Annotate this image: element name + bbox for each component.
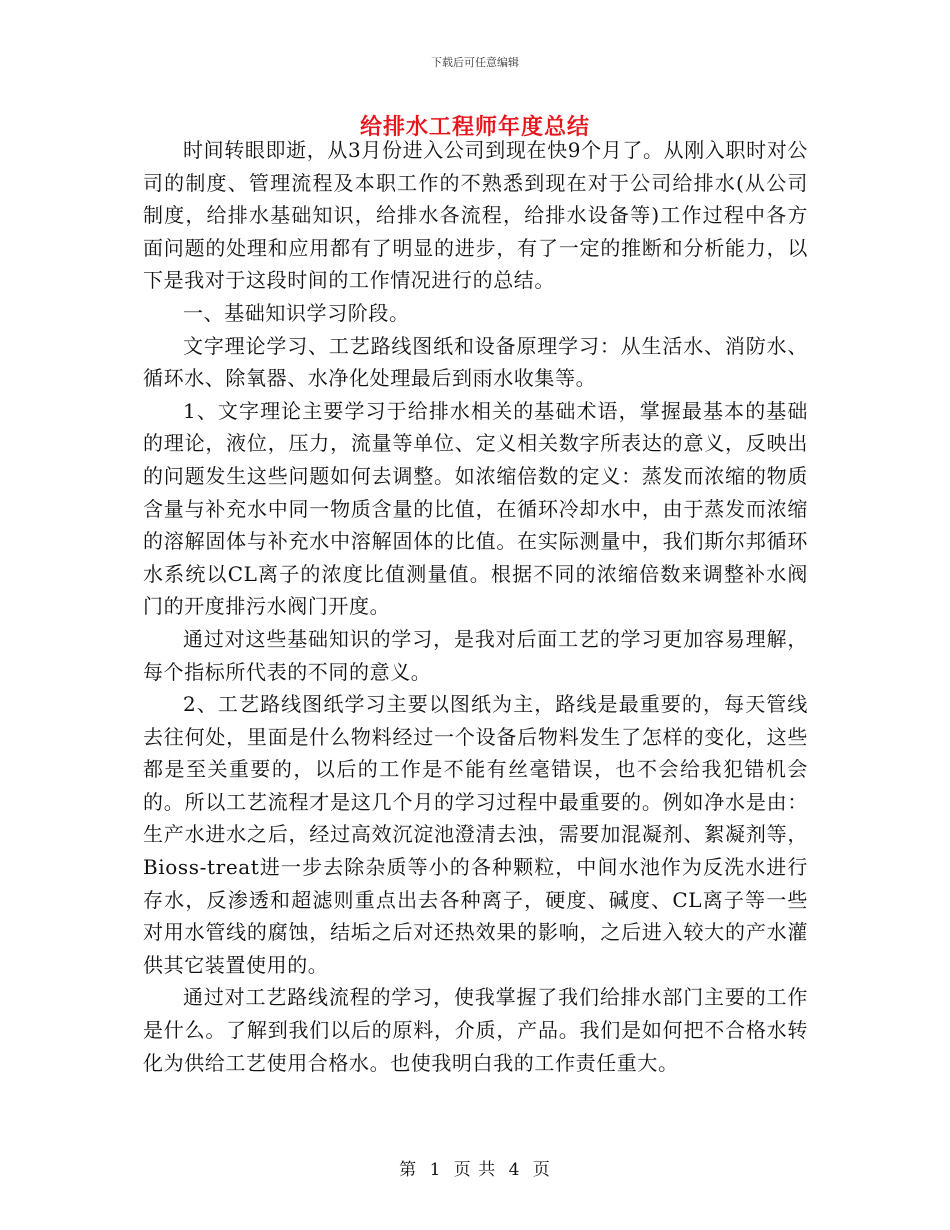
paragraph-process-summary: 通过对工艺路线流程的学习，使我掌握了我们给排水部门主要的工作是什么。了解到我们以后的原料，介质，产品。我们是如何把不合格水转化为供给工艺使用合格水。也使我明白我的工作责任重大。 [143, 985, 808, 1075]
section-heading-basics: 一、基础知识学习阶段。 [183, 300, 410, 325]
document-body [143, 134, 808, 1079]
footer-total-pages: 4 [508, 1160, 521, 1180]
footer-page-number: 1 [429, 1160, 442, 1180]
document-title: 给排水工程师年度总结 [359, 114, 590, 140]
paragraph-theory-summary: 通过对这些基础知识的学习，是我对后面工艺的学习更加容易理解，每个指标所代表的不同的意义。 [143, 626, 808, 684]
header-note: 下载后可任意编辑 [431, 56, 519, 69]
footer-middle: 页 共 [453, 1160, 497, 1180]
paragraph-process-drawings: 2、工艺路线图纸学习主要以图纸为主，路线是最重要的，每天管线去往何处，里面是什么物料经过一个设备后物料发生了怎样的变化，这些都是至关重要的，以后的工作是不能有丝毫错误，也不会给我犯错机会的。所以工艺流程才是这几个月的学习过程中最重要的。例如净水是由：生产水进水之后，经过高效沉淀池澄清去浊，需要加混凝剂、絮凝剂等，Bioss-treat进一步去除杂质等小的各种颗粒，中间水池作为反洗水进行存水，反渗透和超滤则重点出去各种离子，硬度、碱度、CL离子等一些对用水管线的腐蚀，结垢之后对还热效果的影响，之后进入较大的产水灌供其它装置使用的。 [143, 692, 808, 977]
footer-prefix: 第 [399, 1160, 418, 1180]
paragraph-intro: 时间转眼即逝，从3月份进入公司到现在快9个月了。从刚入职时对公司的制度、管理流程及本职工作的不熟悉到现在对于公司给排水(从公司制度，给排水基础知识，给排水各流程，给排水设备等)工作过程中各方面问题的处理和应用都有了明显的进步，有了一定的推断和分析能力，以下是我对于这段时间的工作情况进行的总结。 [143, 138, 808, 293]
paragraph-study-scope: 文字理论学习、工艺路线图纸和设备原理学习：从生活水、消防水、循环水、除氧器、水净化处理最后到雨水收集等。 [143, 333, 808, 391]
footer-suffix: 页 [532, 1160, 551, 1180]
paragraph-theory: 1、文字理论主要学习于给排水相关的基础术语，掌握最基本的基础的理论，液位，压力，流量等单位、定义相关数字所表达的意义，反映出的问题发生这些问题如何去调整。如浓缩倍数的定义：蒸发而浓缩的物质含量与补充水中同一物质含量的比值，在循环冷却水中，由于蒸发而浓缩的溶解固体与补充水中溶解固体的比值。在实际测量中，我们斯尔邦循环水系统以CL离子的浓度比值测量值。根据不同的浓缩倍数来调整补水阀门的开度排污水阀门开度。 [143, 398, 808, 619]
page-footer [0, 1155, 950, 1180]
